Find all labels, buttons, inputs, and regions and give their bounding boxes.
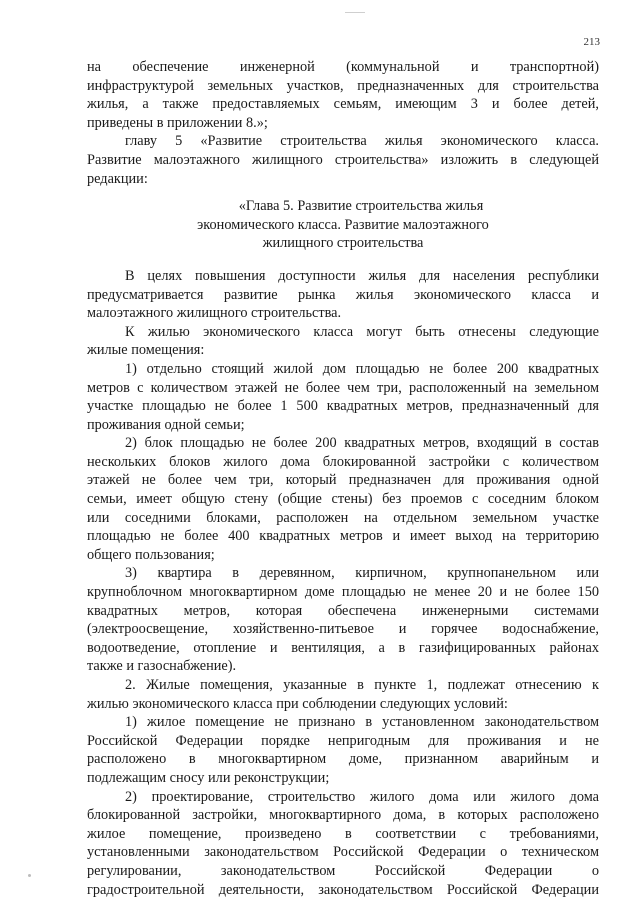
page-number: 213 (583, 36, 600, 48)
text-line: (электроосвещение, хозяйственно-питьевое и горячее водоснабжение, (87, 621, 599, 638)
text-line: жилые помещения: (87, 342, 205, 359)
text-line: 1) жилое помещение не признано в установленном законодательством (125, 714, 599, 731)
text-line: Развитие малоэтажного жилищного строительства» изложить в следующей (87, 151, 599, 168)
text-line: этажей не более чем три, который предназначен для проживания одной (87, 472, 599, 489)
paragraph-p0 (87, 58, 599, 132)
text-line: квадратных метров, которая обеспечена инженерными системами (87, 602, 599, 619)
document-body (87, 58, 599, 899)
chapter-heading (87, 197, 599, 253)
paragraph-p9 (87, 788, 599, 900)
heading-line: «Глава 5. Развитие строительства жилья (238, 198, 484, 215)
text-line: предусматривается развитие рынка жилья экономического класса и (87, 286, 599, 303)
text-line: 2. Жилые помещения, указанные в пункте 1, подлежат отнесению к (125, 677, 599, 693)
text-line: установленными законодательством Российской Федерации о техническом (87, 844, 599, 861)
paragraph-p1 (87, 132, 599, 188)
text-line: общего пользования; (87, 546, 215, 563)
heading-line: экономического класса. Развитие малоэтажного (197, 216, 489, 233)
text-line: малоэтажного жилищного строительства. (87, 305, 342, 322)
text-line: проживания одной семьи; (87, 416, 245, 433)
text-line: расположено в многоквартирном доме, признанном аварийным и (87, 751, 599, 768)
text-before-heading (87, 58, 599, 188)
text-line: крупноблочном многоквартирном доме площадью не менее 20 и не более 150 (87, 584, 599, 601)
text-line: К жилью экономического класса могут быть отнесены следующие (125, 323, 599, 340)
text-line: или соседними блоками, расположен на отдельном земельном участке (87, 509, 599, 526)
text-line: метров с количеством этажей не более чем три, расположенный на земельном (87, 379, 599, 396)
text-line: семьи, имеет общую стену (общие стены) без проемов с соседним блоком (87, 491, 599, 508)
paragraph-p6 (87, 564, 599, 676)
heading-line: жилищного строительства (262, 235, 424, 252)
text-line: 2) блок площадью не более 200 квадратных метров, входящий в состав (125, 435, 599, 452)
text-after-heading (87, 267, 599, 899)
text-line: участке площадью не более 1 500 квадратных метров, предназначенный для (87, 398, 599, 415)
text-line: градостроительной деятельности, законодательством Российской Федерации (87, 881, 599, 898)
paragraph-p7 (87, 676, 599, 713)
text-line: жилое помещение, произведено в соответствии с требованиями, (87, 825, 599, 842)
paragraph-p2 (87, 267, 599, 323)
text-line: главу 5 «Развитие строительства жилья экономического класса. (125, 133, 599, 150)
text-line: регулировании, законодательством Российской Федерации о (87, 862, 599, 879)
text-line: жилья, а также предоставляемых семьям, имеющим 3 и более детей, (87, 96, 599, 113)
text-line: приведены в приложении 8.»; (87, 114, 268, 131)
text-line: нескольких блоков жилого дома блокированной застройки с количеством (87, 453, 599, 470)
text-line: блокированной застройки, многоквартирного дома, в которых расположено (87, 807, 599, 824)
text-line: также и газоснабжение). (87, 658, 237, 675)
paragraph-p8 (87, 713, 599, 787)
text-line: подлежащим сносу или реконструкции; (87, 769, 330, 786)
paragraph-p3 (87, 323, 599, 360)
text-line: редакции: (87, 170, 148, 187)
text-line: В целях повышения доступности жилья для населения республики (125, 267, 599, 284)
scan-dot (28, 874, 31, 877)
paragraph-p5 (87, 434, 599, 564)
text-line: жилью экономического класса при соблюдении следующих условий: (87, 695, 508, 712)
text-line: водоотведение, отопление и вентиляция, а в газифицированных районах (87, 639, 599, 656)
text-line: Российской Федерации порядке непригодным для проживания и не (87, 732, 599, 749)
text-line: площадью не более 400 квадратных метров и имеет выход на территорию (87, 528, 599, 545)
paragraph-p4 (87, 360, 599, 434)
text-line: 3) квартира в деревянном, кирпичном, крупнопанельном или (125, 565, 599, 582)
text-line: инфраструктурой земельных участков, предназначенных для строительства (87, 77, 599, 94)
text-line: на обеспечение инженерной (коммунальной и транспортной) (87, 59, 599, 75)
text-line: 2) проектирование, строительство жилого дома или жилого дома (125, 788, 599, 805)
scan-artifact (345, 12, 365, 13)
text-line: 1) отдельно стоящий жилой дом площадью не более 200 квадратных (125, 360, 599, 377)
